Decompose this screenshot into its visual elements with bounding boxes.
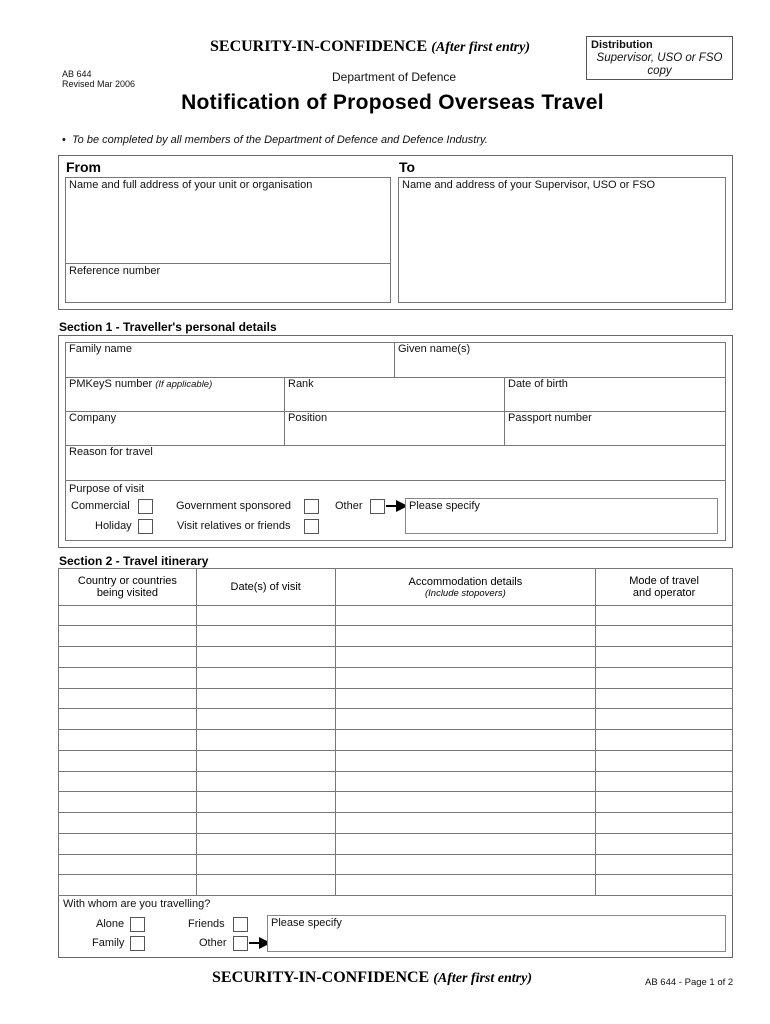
col-dates-header <box>196 569 335 606</box>
country-cell[interactable] <box>59 813 197 834</box>
instruction-text: To be completed by all members of the Department of Defence and Defence Industry. <box>71 134 488 146</box>
to-address-label: Name and address of your Supervisor, USO or FSO <box>402 179 656 191</box>
accommodation-cell[interactable] <box>335 855 596 875</box>
revised-date: Revised Mar 2006 <box>62 79 136 89</box>
col-country-line1: Country or countries <box>77 575 177 587</box>
table-row <box>59 606 733 626</box>
dob-label: Date of birth <box>508 378 568 390</box>
accommodation-cell[interactable] <box>335 875 596 896</box>
accommodation-cell[interactable] <box>335 626 596 647</box>
dates-cell[interactable] <box>196 626 335 647</box>
distribution-box <box>586 36 733 80</box>
reason-field[interactable] <box>65 445 726 481</box>
accommodation-cell[interactable] <box>335 772 596 792</box>
table-row <box>59 751 733 772</box>
mode-cell[interactable] <box>596 689 733 709</box>
company-label: Company <box>69 412 117 424</box>
accommodation-cell[interactable] <box>335 751 596 772</box>
accommodation-cell[interactable] <box>335 668 596 689</box>
col-accommodation-text: Accommodation details <box>408 575 523 588</box>
table-row <box>59 730 733 751</box>
country-cell[interactable] <box>59 855 197 875</box>
with-whom-label: With whom are you travelling? <box>63 898 211 910</box>
itinerary-table <box>58 568 733 896</box>
mode-cell[interactable] <box>596 813 733 834</box>
commercial-label: Commercial <box>71 500 130 512</box>
pmkeys-note: (If applicable) <box>155 379 213 390</box>
security-sub: (After first entry) <box>431 40 530 55</box>
accommodation-cell[interactable] <box>335 689 596 709</box>
country-cell[interactable] <box>59 606 197 626</box>
commercial-checkbox[interactable] <box>138 499 153 514</box>
dates-cell[interactable] <box>196 834 335 855</box>
table-row <box>59 772 733 792</box>
security-banner-top <box>210 38 530 56</box>
table-row <box>59 792 733 813</box>
country-cell[interactable] <box>59 730 197 751</box>
country-cell[interactable] <box>59 709 197 730</box>
bullet-icon: • <box>62 134 72 146</box>
accommodation-cell[interactable] <box>335 792 596 813</box>
col-accommodation-note: (Include stopovers) <box>424 587 506 599</box>
to-address-field[interactable] <box>398 177 726 303</box>
accommodation-cell[interactable] <box>335 834 596 855</box>
visit-relatives-checkbox[interactable] <box>304 519 319 534</box>
accommodation-cell[interactable] <box>335 647 596 668</box>
mode-cell[interactable] <box>596 647 733 668</box>
mode-cell[interactable] <box>596 772 733 792</box>
form-code: AB 644 <box>62 69 92 79</box>
reason-label: Reason for travel <box>69 446 153 458</box>
accommodation-cell[interactable] <box>335 709 596 730</box>
table-row <box>59 834 733 855</box>
col-mode-line2: and operator <box>632 587 696 599</box>
dates-cell[interactable] <box>196 813 335 834</box>
page-title: Notification of Proposed Overseas Travel <box>181 91 604 114</box>
distribution-line1: Supervisor, USO or FSO <box>596 52 723 64</box>
companion-specify-label: Please specify <box>271 917 342 929</box>
col-mode-header <box>596 569 733 606</box>
mode-cell[interactable] <box>596 709 733 730</box>
pmkeys-text: PMKeyS number <box>69 378 153 390</box>
dates-cell[interactable] <box>196 668 335 689</box>
rank-field[interactable] <box>284 377 505 412</box>
accommodation-cell[interactable] <box>335 730 596 751</box>
dates-cell[interactable] <box>196 875 335 896</box>
country-cell[interactable] <box>59 772 197 792</box>
security-banner-bottom <box>212 969 532 987</box>
purpose-specify-label: Please specify <box>409 500 480 512</box>
dates-cell[interactable] <box>196 647 335 668</box>
rank-label: Rank <box>288 378 314 390</box>
country-cell[interactable] <box>59 834 197 855</box>
distribution-title: Distribution <box>591 39 653 51</box>
dates-cell[interactable] <box>196 772 335 792</box>
country-cell[interactable] <box>59 668 197 689</box>
mode-cell[interactable] <box>596 626 733 647</box>
mode-cell[interactable] <box>596 751 733 772</box>
other-purpose-checkbox[interactable] <box>370 499 385 514</box>
instruction <box>62 134 488 146</box>
country-cell[interactable] <box>59 689 197 709</box>
col-mode-line1: Mode of travel <box>629 575 699 587</box>
table-row <box>59 668 733 689</box>
gov-sponsored-checkbox[interactable] <box>304 499 319 514</box>
from-address-label: Name and full address of your unit or organisation <box>69 179 313 191</box>
mode-cell[interactable] <box>596 730 733 751</box>
purpose-label: Purpose of visit <box>69 483 145 495</box>
table-row <box>59 709 733 730</box>
itinerary-header-row <box>59 569 733 606</box>
dates-cell[interactable] <box>196 709 335 730</box>
friends-checkbox[interactable] <box>233 917 248 932</box>
passport-label: Passport number <box>508 412 592 424</box>
dates-cell[interactable] <box>196 730 335 751</box>
country-cell[interactable] <box>59 647 197 668</box>
mode-cell[interactable] <box>596 855 733 875</box>
col-accommodation-header <box>335 569 596 606</box>
table-row <box>59 689 733 709</box>
footer-security-main: SECURITY-IN-CONFIDENCE <box>212 969 430 986</box>
table-row <box>59 647 733 668</box>
section1-title: Section 1 - Traveller's personal details <box>59 320 277 334</box>
mode-cell[interactable] <box>596 668 733 689</box>
table-row <box>59 875 733 896</box>
table-row <box>59 813 733 834</box>
security-main: SECURITY-IN-CONFIDENCE <box>210 38 428 55</box>
other-companion-checkbox[interactable] <box>233 936 248 951</box>
alone-checkbox[interactable] <box>130 917 145 932</box>
col-country-header <box>59 569 197 606</box>
mode-cell[interactable] <box>596 792 733 813</box>
table-row <box>59 626 733 647</box>
table-row <box>59 855 733 875</box>
accommodation-cell[interactable] <box>335 813 596 834</box>
other-purpose-label: Other <box>335 500 363 512</box>
col-dates-text: Date(s) of visit <box>230 581 301 593</box>
family-name-label: Family name <box>69 343 132 355</box>
dates-cell[interactable] <box>196 855 335 875</box>
family-label: Family <box>92 937 125 949</box>
department: Department of Defence <box>332 70 457 84</box>
reference-number-label: Reference number <box>69 265 161 277</box>
dates-cell[interactable] <box>196 751 335 772</box>
distribution-line2: copy <box>647 65 672 77</box>
visit-relatives-label: Visit relatives or friends <box>177 520 291 532</box>
family-checkbox[interactable] <box>130 936 145 951</box>
pmkeys-label <box>69 378 212 390</box>
dates-cell[interactable] <box>196 792 335 813</box>
holiday-checkbox[interactable] <box>138 519 153 534</box>
holiday-label: Holiday <box>95 520 132 532</box>
col-country-line2: being visited <box>96 587 158 599</box>
country-cell[interactable] <box>59 875 197 896</box>
from-heading: From <box>66 159 101 175</box>
given-names-label: Given name(s) <box>398 343 471 355</box>
country-cell[interactable] <box>59 751 197 772</box>
other-companion-label: Other <box>199 937 227 949</box>
position-label: Position <box>288 412 328 424</box>
friends-label: Friends <box>188 918 225 930</box>
gov-sponsored-label: Government sponsored <box>176 500 291 512</box>
mode-cell[interactable] <box>596 606 733 626</box>
page-number: AB 644 - Page 1 of 2 <box>645 977 734 988</box>
alone-label: Alone <box>96 918 125 930</box>
section2-title: Section 2 - Travel itinerary <box>59 554 209 568</box>
mode-cell[interactable] <box>596 875 733 896</box>
dates-cell[interactable] <box>196 689 335 709</box>
dates-cell[interactable] <box>196 606 335 626</box>
accommodation-cell[interactable] <box>335 606 596 626</box>
footer-security-sub: (After first entry) <box>433 971 532 986</box>
country-cell[interactable] <box>59 792 197 813</box>
to-heading: To <box>399 159 416 175</box>
mode-cell[interactable] <box>596 834 733 855</box>
country-cell[interactable] <box>59 626 197 647</box>
